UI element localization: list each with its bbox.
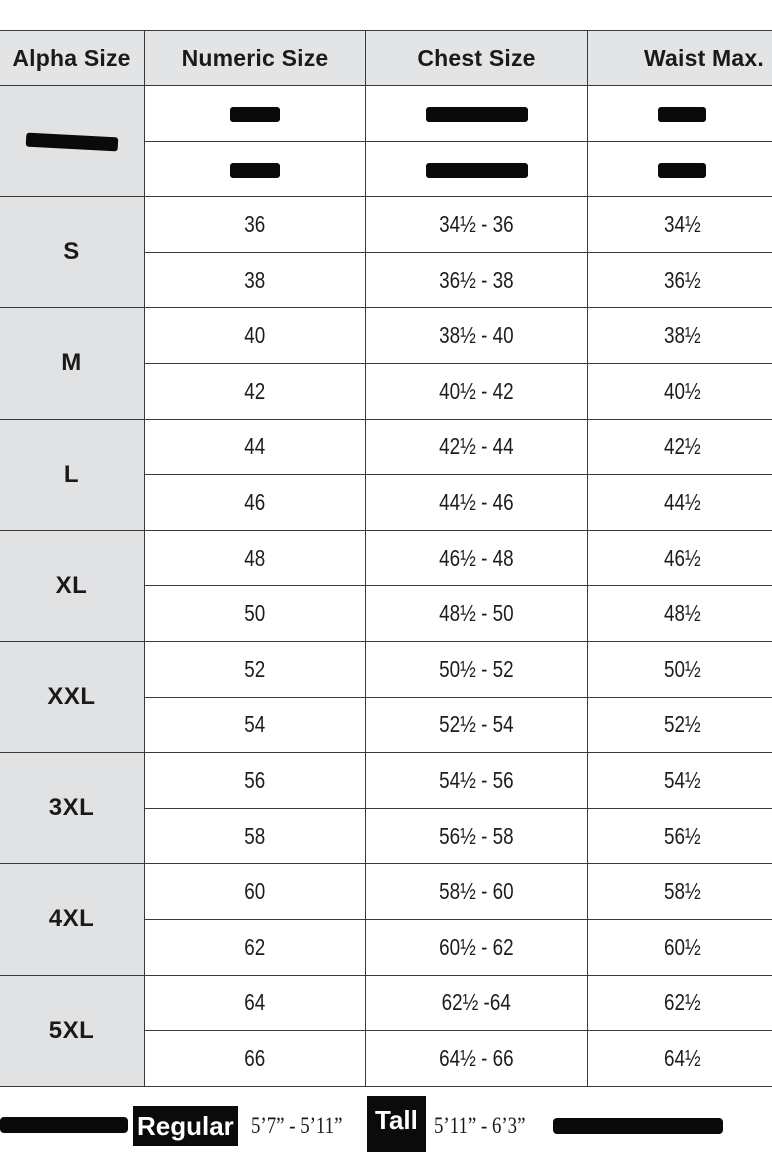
waist-max-value: 44½ (663, 488, 701, 515)
table-row (0, 197, 772, 253)
chest-size-value: 36½ - 38 (439, 266, 514, 293)
alpha-size-cell: M (0, 308, 145, 419)
numeric-size-cell (145, 419, 366, 475)
numeric-size-cell (145, 363, 366, 419)
waist-max-cell (588, 864, 772, 920)
waist-max-cell (588, 308, 772, 364)
alpha-size-cell: 4XL (0, 864, 145, 975)
waist-max-cell (588, 197, 772, 253)
numeric-size-cell (145, 141, 366, 197)
numeric-size-value: 46 (244, 488, 266, 515)
chest-size-cell (366, 363, 588, 419)
waist-max-value: 38½ (663, 322, 701, 349)
waist-max-cell (588, 141, 772, 197)
waist-max-value: 36½ (663, 266, 701, 293)
table-row (0, 419, 772, 475)
chest-size-value: 56½ - 58 (439, 822, 514, 849)
numeric-size-value: 58 (244, 822, 266, 849)
waist-max-cell (588, 808, 772, 864)
fit-label-tall: Tall (367, 1096, 426, 1152)
numeric-size-value: 64 (244, 989, 266, 1016)
numeric-size-cell (145, 641, 366, 697)
waist-max-cell (588, 975, 772, 1031)
waist-max-cell (588, 475, 772, 531)
table-row (0, 530, 772, 586)
chest-size-value: 46½ - 48 (439, 544, 514, 571)
numeric-size-cell (145, 1031, 366, 1087)
header-numeric-size: Numeric Size (145, 31, 366, 86)
chest-size-cell (366, 475, 588, 531)
numeric-size-cell (145, 808, 366, 864)
waist-max-cell (588, 363, 772, 419)
redaction-mark (25, 132, 118, 151)
waist-max-value: 52½ (663, 711, 701, 738)
waist-max-cell (588, 753, 772, 809)
numeric-size-cell (145, 975, 366, 1031)
chest-size-cell (366, 641, 588, 697)
header-alpha-size: Alpha Size (0, 31, 145, 86)
chest-size-value: 62½ -64 (441, 989, 512, 1016)
table-row (0, 641, 772, 697)
numeric-size-value: 40 (244, 322, 266, 349)
table-row (0, 864, 772, 920)
numeric-size-cell (145, 197, 366, 253)
waist-max-cell (588, 86, 772, 142)
waist-max-cell (588, 641, 772, 697)
chest-size-cell (366, 197, 588, 253)
numeric-size-value: 62 (244, 933, 266, 960)
chest-size-value: 48½ - 50 (439, 600, 514, 627)
header-waist-max: Waist Max. (588, 31, 772, 86)
table-row (0, 308, 772, 364)
fit-range-tall-value: 5’11” - 6’3” (434, 1113, 526, 1138)
fit-length-bar (0, 1092, 772, 1158)
alpha-size-cell: S (0, 197, 145, 308)
waist-max-value: 56½ (663, 822, 701, 849)
waist-max-value: 42½ (663, 433, 701, 460)
chest-size-value: 58½ - 60 (439, 878, 514, 905)
chest-size-cell (366, 864, 588, 920)
alpha-size-cell (0, 86, 145, 197)
waist-max-value: 50½ (663, 655, 701, 682)
waist-max-cell (588, 252, 772, 308)
redaction-mark (426, 163, 528, 178)
numeric-size-value: 56 (244, 766, 266, 793)
waist-max-cell (588, 586, 772, 642)
numeric-size-cell (145, 475, 366, 531)
fit-range-regular (251, 1106, 363, 1146)
numeric-size-value: 50 (244, 600, 266, 627)
chest-size-value: 42½ - 44 (439, 433, 514, 460)
numeric-size-value: 60 (244, 878, 266, 905)
chest-size-value: 50½ - 52 (439, 655, 514, 682)
table-row (0, 86, 772, 142)
redaction-mark (658, 163, 706, 178)
chest-size-cell (366, 1031, 588, 1087)
redaction-mark (230, 163, 280, 178)
chest-size-value: 52½ - 54 (439, 711, 514, 738)
waist-max-value: 48½ (663, 600, 701, 627)
fit-range-tall (434, 1106, 546, 1146)
redaction-mark (553, 1118, 723, 1134)
waist-max-cell (588, 1031, 772, 1087)
numeric-size-value: 54 (244, 711, 266, 738)
fit-label-regular: Regular (133, 1106, 238, 1146)
waist-max-cell (588, 530, 772, 586)
waist-max-value: 58½ (663, 878, 701, 905)
alpha-size-cell: 5XL (0, 975, 145, 1086)
size-chart-table (0, 30, 772, 1087)
chest-size-cell (366, 586, 588, 642)
table-row (0, 753, 772, 809)
chest-size-value: 44½ - 46 (439, 488, 514, 515)
redaction-mark (0, 1117, 128, 1133)
redaction-mark (230, 107, 280, 122)
waist-max-value: 34½ (663, 210, 701, 237)
numeric-size-cell (145, 530, 366, 586)
chest-size-cell (366, 975, 588, 1031)
numeric-size-value: 52 (244, 655, 266, 682)
fit-range-regular-value: 5’7” - 5’11” (251, 1113, 343, 1138)
waist-max-cell (588, 419, 772, 475)
redaction-mark (658, 107, 706, 122)
chest-size-value: 40½ - 42 (439, 377, 514, 404)
waist-max-value: 62½ (663, 989, 701, 1016)
numeric-size-cell (145, 252, 366, 308)
numeric-size-value: 42 (244, 377, 266, 404)
table-row (0, 975, 772, 1031)
chest-size-cell (366, 919, 588, 975)
chest-size-cell (366, 808, 588, 864)
numeric-size-cell (145, 864, 366, 920)
numeric-size-value: 36 (244, 210, 266, 237)
chest-size-value: 60½ - 62 (439, 933, 514, 960)
waist-max-value: 46½ (663, 544, 701, 571)
chest-size-cell (366, 252, 588, 308)
chest-size-value: 54½ - 56 (439, 766, 514, 793)
chest-size-cell (366, 86, 588, 142)
numeric-size-cell (145, 697, 366, 753)
numeric-size-value: 48 (244, 544, 266, 571)
waist-max-value: 60½ (663, 933, 701, 960)
waist-max-value: 54½ (663, 766, 701, 793)
chest-size-value: 64½ - 66 (439, 1044, 514, 1071)
numeric-size-cell (145, 308, 366, 364)
numeric-size-cell (145, 586, 366, 642)
numeric-size-value: 44 (244, 433, 266, 460)
alpha-size-cell: XXL (0, 641, 145, 752)
alpha-size-cell: L (0, 419, 145, 530)
chest-size-cell (366, 141, 588, 197)
numeric-size-cell (145, 86, 366, 142)
waist-max-value: 40½ (663, 377, 701, 404)
chest-size-cell (366, 308, 588, 364)
header-chest-size: Chest Size (366, 31, 588, 86)
redaction-mark (426, 107, 528, 122)
numeric-size-cell (145, 919, 366, 975)
chest-size-value: 34½ - 36 (439, 210, 514, 237)
numeric-size-value: 38 (244, 266, 266, 293)
chest-size-cell (366, 697, 588, 753)
numeric-size-value: 66 (244, 1044, 266, 1071)
alpha-size-cell: 3XL (0, 753, 145, 864)
chest-size-cell (366, 530, 588, 586)
chest-size-cell (366, 753, 588, 809)
chest-size-cell (366, 419, 588, 475)
numeric-size-cell (145, 753, 366, 809)
waist-max-value: 64½ (663, 1044, 701, 1071)
header-row (0, 31, 772, 86)
waist-max-cell (588, 697, 772, 753)
alpha-size-cell: XL (0, 530, 145, 641)
waist-max-cell (588, 919, 772, 975)
chest-size-value: 38½ - 40 (439, 322, 514, 349)
